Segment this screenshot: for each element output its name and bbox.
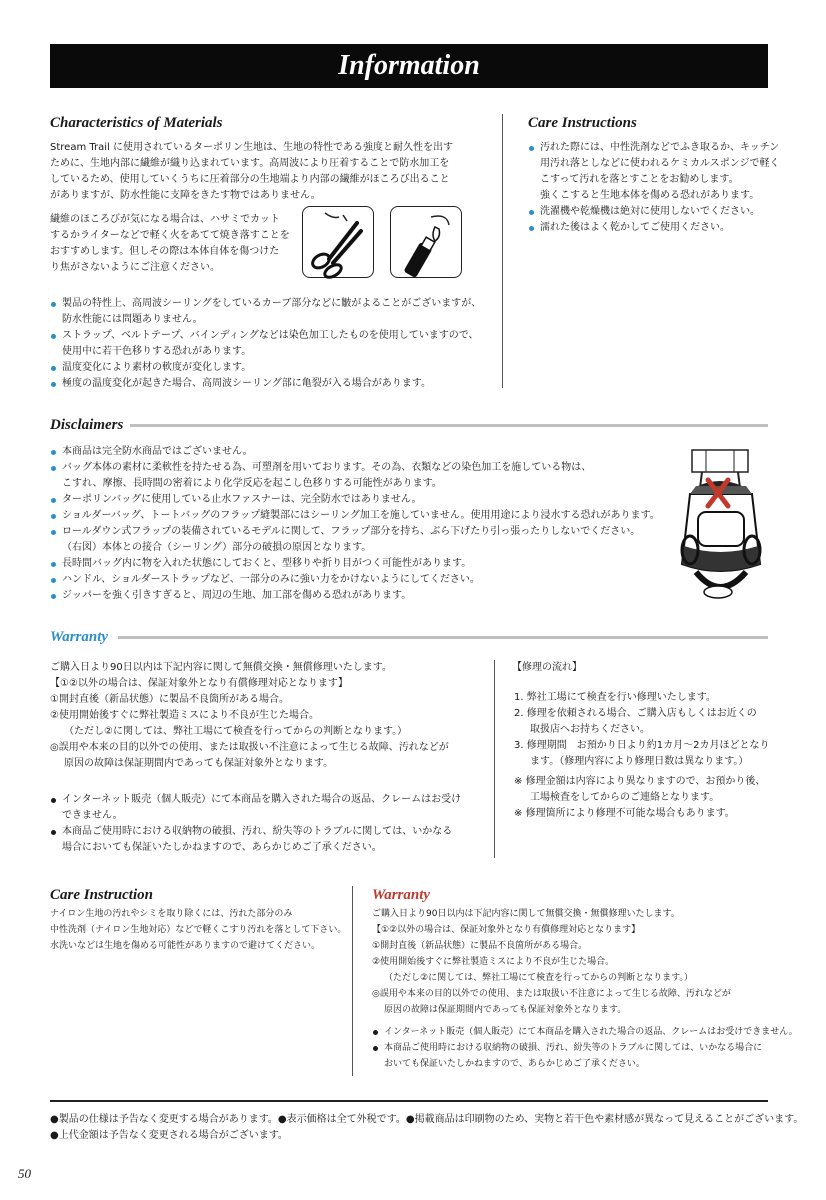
note-mark: ※ — [514, 776, 523, 787]
list-item: ハンドル、ショルダーストラップなど、一部分のみに強い力をかけないようにしてください。 — [50, 572, 660, 588]
scissors-icon — [302, 206, 374, 278]
note-text: 修理箇所により修理不可能な場合もあります。 — [525, 808, 735, 819]
nylon-warranty-title: Warranty — [372, 887, 431, 903]
list-item: 本商品は完全防水商品ではございません。 — [50, 444, 660, 460]
header-bar — [50, 44, 768, 88]
warranty-line: ②使用開始後すぐに弊社製造ミスにより不良が生じた場合。 — [50, 710, 319, 721]
page-number: 50 — [18, 1166, 31, 1181]
list-item: インターネット販売（個人販売）にて本商品を購入された場合の返品、クレームはお受け できません。 — [50, 792, 461, 824]
materials-intro — [50, 140, 453, 204]
footer-rule — [50, 1100, 768, 1102]
note-text: 工場検査をしてからのご連絡となります。 — [530, 792, 720, 803]
warranty-line: 原因の故障は保証期間内であっても保証対象外となります。 — [64, 758, 334, 769]
lighter-icon — [390, 206, 462, 278]
warranty-line: ①開封直後（新品状態）に製品不良箇所がある場合。 — [372, 941, 588, 951]
list-item: 製品の特性上、高周波シーリングをしているカーブ部分などに皺がよることがございますが、 防水性能には問題ありません。 — [50, 296, 481, 328]
materials-intro-line: しているため、使用していくうちに圧着部分の生地端より内部の繊維がほころび出ること — [50, 174, 450, 185]
warranty-line: 【①②以外の場合は、保証対象外となり有償修理対応となります】 — [50, 678, 348, 689]
bag-hanging-prohibited-icon — [676, 446, 766, 606]
page-title: Information — [338, 50, 480, 81]
list-item: ショルダーバッグ、トートバッグのフラップ縫製部にはシーリング加工を施していません。使用用途により浸水する恐れがあります。 — [50, 508, 660, 524]
fray-advice — [50, 212, 290, 276]
fray-line: 繊維のほころびが気になる場合は、ハサミでカット — [50, 214, 280, 225]
disclaimers-title: Disclaimers — [50, 417, 124, 433]
step-number: 2. — [514, 708, 524, 719]
warranty-line: 【①②以外の場合は、保証対象外となり有償修理対応となります】 — [372, 925, 641, 935]
warranty-line: ②使用開始後すぐに弊社製造ミスにより不良が生じた場合。 — [372, 957, 615, 967]
list-item: 本商品ご使用時における収納物の破損、汚れ、紛失等のトラブルに関しては、いかなる 場合においても保証いたしかねますので、あらかじめご了承ください。 — [50, 824, 461, 856]
step-number: 3. — [514, 740, 524, 751]
care-instruction-text — [50, 906, 346, 954]
care-line: 水洗いなどは生地を傷める可能性がありますので避けてください。 — [50, 941, 321, 951]
list-item: ジッパーを強く引きすぎると、周辺の生地、加工部を傷める恐れがあります。 — [50, 588, 660, 604]
list-item: 濡れた後はよく乾かしてご使用ください。 — [528, 220, 779, 236]
fray-line: り焦がさないようにご注意ください。 — [50, 262, 220, 273]
list-item: ストラップ、ベルトテープ、バインディングなどは染色加工したものを使用していますので、 使用中に若干色移りする恐れがあります。 — [50, 328, 481, 360]
column-divider — [352, 886, 353, 1076]
materials-intro-line: がありますが、防水性能に支障をきたす物ではありません。 — [50, 190, 321, 201]
care-line: ナイロン生地の汚れやシミを取り除くには、汚れた部分のみ — [50, 909, 293, 919]
care-instruction-title: Care Instruction — [50, 887, 153, 903]
fray-line: おすすめします。但しその際は本体自体を傷つけた — [50, 246, 280, 257]
materials-title: Characteristics of Materials — [50, 115, 223, 131]
step-text: 修理期間 お預かり日より約1カ月〜2カ月ほどとなり — [526, 740, 770, 751]
column-divider — [494, 660, 495, 858]
care-title: Care Instructions — [528, 115, 637, 131]
repair-notes — [514, 774, 765, 822]
materials-intro-line: ために、生地内部に繊維が織り込まれています。高周波により圧着することで防水加工を — [50, 158, 450, 169]
step-text: 弊社工場にて検査を行い修理いたします。 — [526, 692, 716, 703]
list-item: ロールダウン式フラップの装備されているモデルに関して、フラップ部分を持ち、ぶら下げたり引っ張ったりしないでください。 （右図）本体との接合（シーリング）部分の破損の原因となります。 — [50, 524, 660, 556]
repair-flow — [512, 660, 582, 676]
column-divider — [502, 114, 503, 388]
footer-note: ●製品の仕様は予告なく変更する場合があります。●表示価格は全て外税です。●掲載商品は印刷物のため、実物と若干色や素材感が異なって見えることがございます。 — [50, 1114, 804, 1125]
warranty-title: Warranty — [50, 629, 109, 645]
note-mark: ※ — [514, 808, 523, 819]
list-item: バッグ本体の素材に柔軟性を持たせる為、可塑剤を用いております。その為、衣類などの染色加工を施している物は、 こすれ、摩擦、長時間の密着により化学反応を起こし色移りする可能性があります。 — [50, 460, 660, 492]
warranty-line: ご購入日より90日以内は下記内容に関して無償交換・無償修理いたします。 — [372, 909, 680, 919]
list-item: インターネット販売（個人販売）にて本商品を購入された場合の返品、クレームはお受けできません。 — [372, 1024, 798, 1040]
materials-notes — [50, 296, 481, 392]
list-item: 汚れた際には、中性洗剤などでふき取るか、キッチン 用汚れ落としなどに使われるケミカルスポンジで軽く こすって汚れを落とすことをお勧めします。 強くこすると生地本体を傷める恐れがあります。 — [528, 140, 779, 204]
list-item: ターポリンバッグに使用している止水ファスナーは、完全防水ではありません。 — [50, 492, 660, 508]
warranty-line: （ただし②に関しては、弊社工場にて検査を行ってからの判断となります。） — [64, 726, 408, 737]
step-text: 修理を依頼される場合、ご購入店もしくはお近くの — [526, 708, 757, 719]
repair-flow-title: 【修理の流れ】 — [512, 662, 582, 673]
list-item: 洗濯機や乾燥機は絶対に使用しないでください。 — [528, 204, 779, 220]
nylon-warranty-notes — [372, 1024, 798, 1072]
list-item: 温度変化により素材の軟度が変化します。 — [50, 360, 481, 376]
note-text: 修理金額は内容により異なりますので、お預かり後、 — [525, 776, 766, 787]
warranty-line: ◎誤用や本来の目的以外での使用、または取扱い不注意によって生じる故障、汚れなどが — [372, 989, 731, 999]
warranty-line: （ただし②に関しては、弊社工場にて検査を行ってからの判断となります。） — [384, 973, 693, 983]
section-rule — [130, 424, 768, 427]
warranty-terms — [50, 660, 449, 772]
list-item: 極度の温度変化が起きた場合、高周波シーリング部に亀裂が入る場合があります。 — [50, 376, 481, 392]
disclaimer-list — [50, 444, 660, 604]
fray-line: するかライターなどで軽く火をあてて焼き落すことを — [50, 230, 290, 241]
repair-steps — [514, 690, 769, 770]
step-text: ます。（修理内容により修理日数は異なります。） — [530, 756, 749, 767]
footer-note: ●上代金額は予告なく変更される場合がございます。 — [50, 1130, 288, 1141]
list-item: 本商品ご使用時における収納物の破損、汚れ、紛失等のトラブルに関しては、いかなる場合に おいても保証いたしかねますので、あらかじめご了承ください。 — [372, 1040, 798, 1072]
warranty-line: ご購入日より90日以内は下記内容に関して無償交換・無償修理いたします。 — [50, 662, 392, 673]
step-text: 取扱店へお持ちください。 — [530, 724, 650, 735]
care-notes — [528, 140, 779, 236]
nylon-warranty-terms — [372, 906, 731, 1018]
step-number: 1. — [514, 692, 524, 703]
warranty-line: 原因の故障は保証期間内であっても保証対象外となります。 — [384, 1005, 627, 1015]
warranty-line: ◎誤用や本来の目的以外での使用、または取扱い不注意によって生じる故障、汚れなどが — [50, 742, 449, 753]
warranty-line: ①開封直後（新品状態）に製品不良箇所がある場合。 — [50, 694, 289, 705]
warranty-notes — [50, 792, 461, 856]
care-line: 中性洗剤（ナイロン生地対応）などで軽くこすり汚れを落として下さい。 — [50, 925, 347, 935]
list-item: 長時間バッグ内に物を入れた状態にしておくと、型移りや折り目がつく可能性があります。 — [50, 556, 660, 572]
section-rule — [118, 636, 768, 639]
materials-intro-line: Stream Trail に使用されているターポリン生地は、生地の特性である強度と耐久性を出す — [50, 142, 453, 153]
